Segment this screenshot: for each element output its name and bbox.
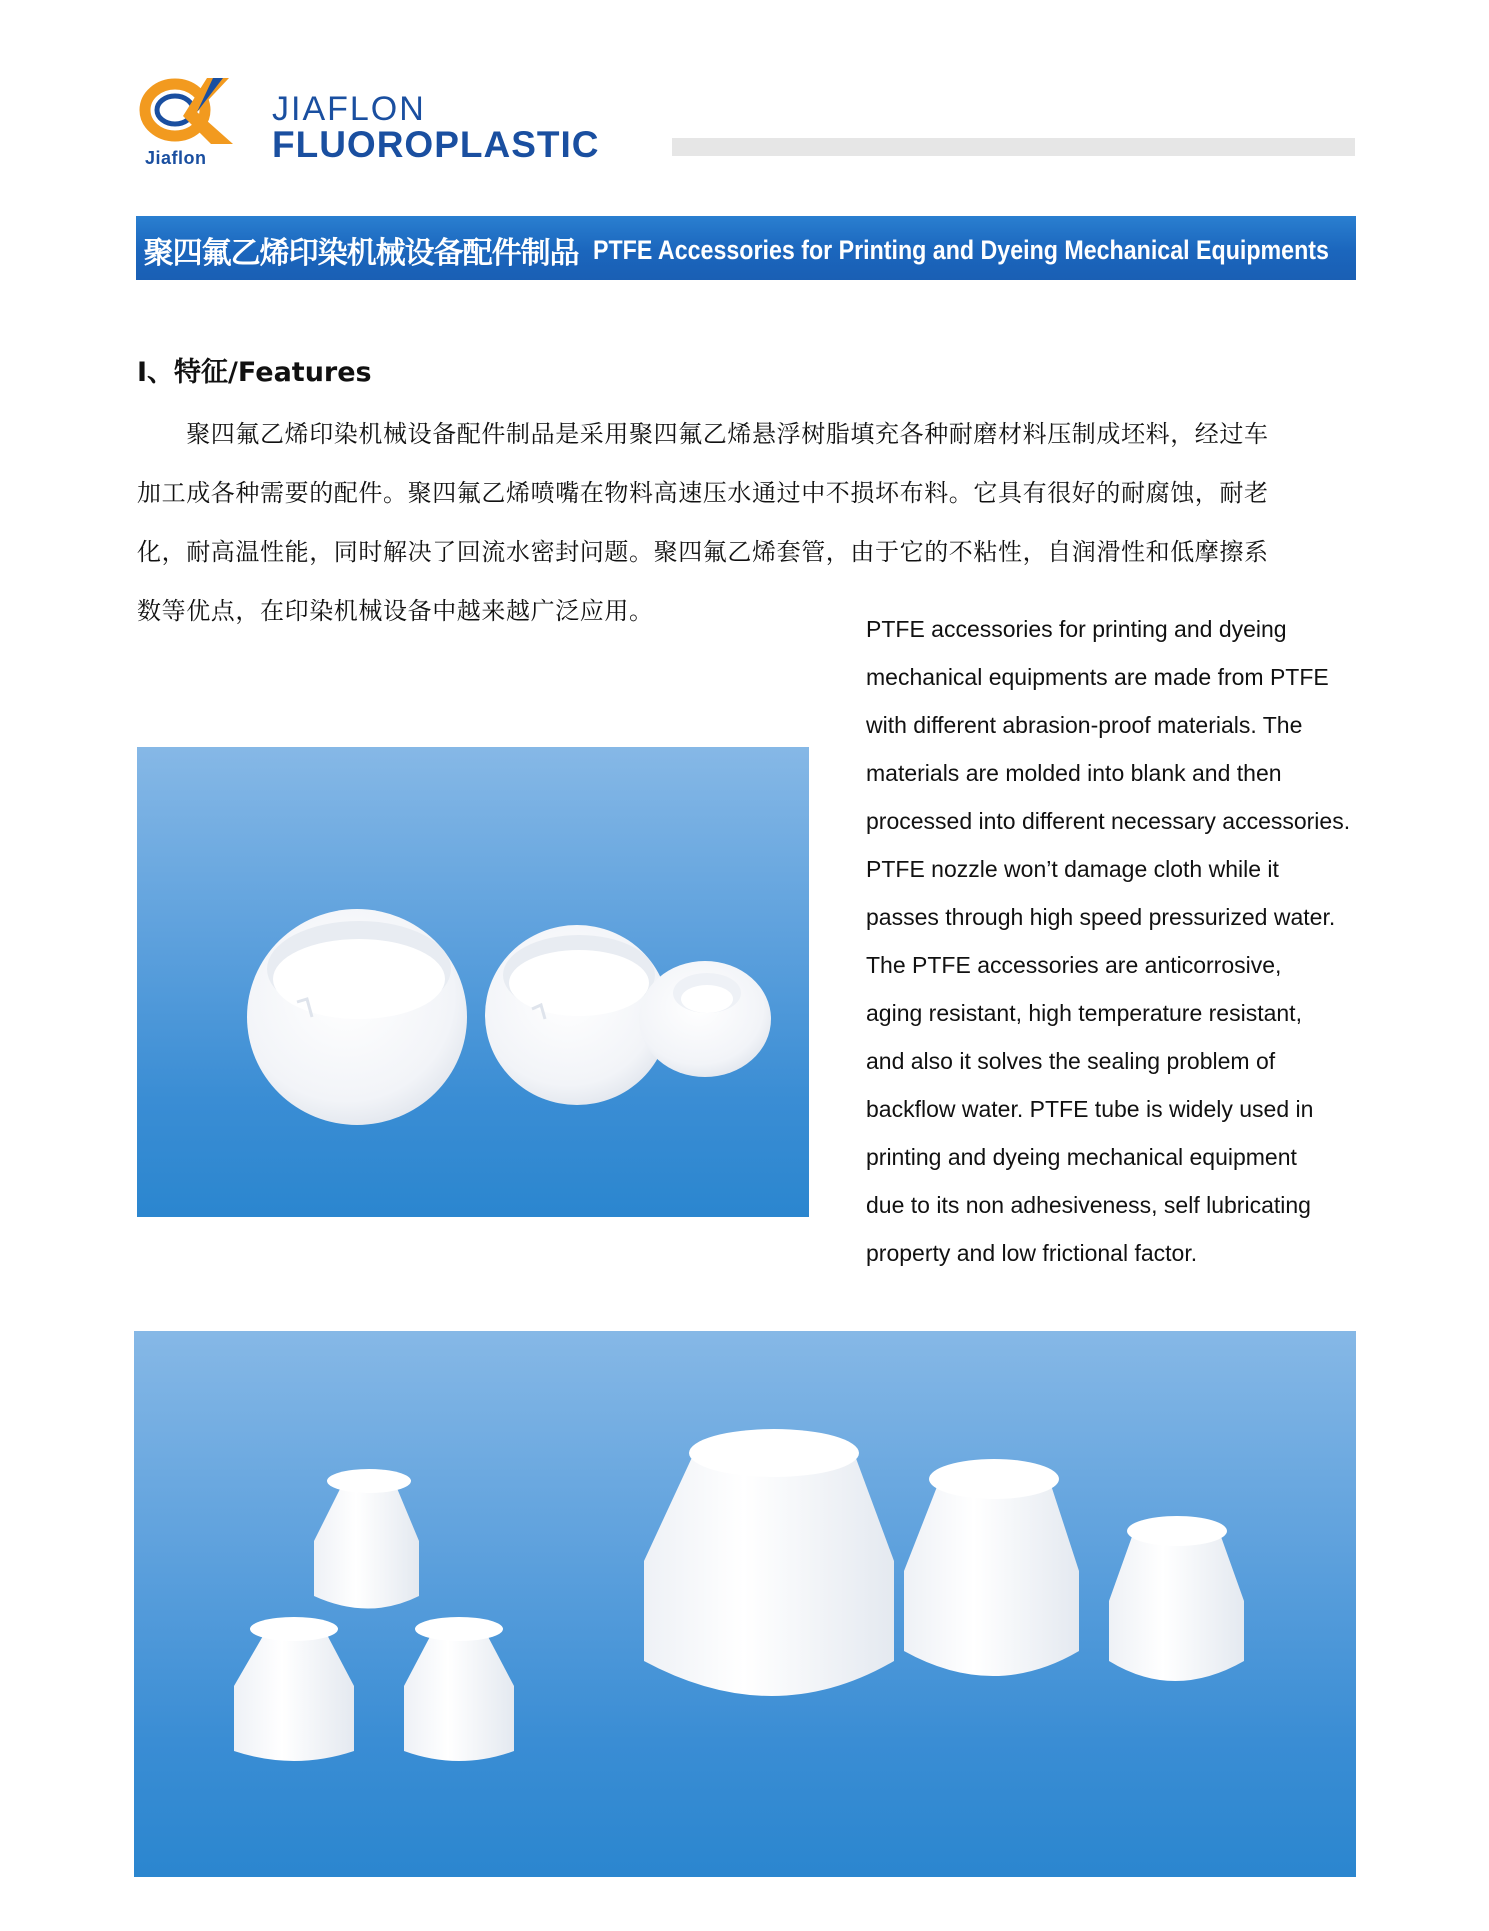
ptfe-sleeve-small xyxy=(404,1617,514,1761)
paragraph-line: 聚四氟乙烯印染机械设备配件制品是采用聚四氟乙烯悬浮树脂填充各种耐磨材料压制成坯料，经过车 xyxy=(137,420,1269,448)
section-heading-features: I、特征/Features xyxy=(137,357,372,388)
paragraph-line: due to its non adhesiveness, self lubricating xyxy=(866,1192,1311,1218)
banner-title-chinese: 聚四氟乙烯印染机械设备配件制品 xyxy=(143,236,579,271)
ptfe-sleeve-large xyxy=(644,1429,894,1696)
banner-title-english: PTFE Accessories for Printing and Dyeing Mechanical Equipments xyxy=(592,234,1329,265)
ptfe-ring-small xyxy=(639,961,771,1077)
paragraph-line: mechanical equipments are made from PTFE xyxy=(866,664,1329,690)
ptfe-sleeve-small xyxy=(314,1469,419,1609)
ptfe-ring-large xyxy=(247,909,467,1125)
paragraph-line: 数等优点，在印染机械设备中越来越广泛应用。 xyxy=(137,597,654,625)
paragraph-line: PTFE accessories for printing and dyeing xyxy=(866,616,1287,642)
paragraph-line: processed into different necessary accessories. xyxy=(866,808,1351,834)
paragraph-line: property and low frictional factor. xyxy=(866,1240,1198,1266)
paragraph-line: backflow water. PTFE tube is widely used in xyxy=(866,1096,1314,1122)
paragraph-line: aging resistant, high temperature resistant, xyxy=(866,1000,1302,1026)
ptfe-sleeve-medium xyxy=(904,1459,1079,1676)
paragraph-line: 化，耐高温性能，同时解决了回流水密封问题。聚四氟乙烯套管，由于它的不粘性，自润滑性和低摩擦系 xyxy=(137,538,1269,566)
paragraph-line: materials are molded into blank and then xyxy=(866,760,1282,786)
paragraph-line: 加工成各种需要的配件。聚四氟乙烯喷嘴在物料高速压水通过中不损坏布料。它具有很好的耐腐蚀，耐老 xyxy=(137,479,1269,507)
product-photo-ptfe-rings xyxy=(137,747,809,1217)
brand-name-line2: FLUOROPLASTIC xyxy=(272,124,600,165)
ptfe-sleeve-medium xyxy=(1109,1516,1244,1681)
ptfe-sleeve-small xyxy=(234,1617,354,1761)
paragraph-line: with different abrasion-proof materials. The xyxy=(866,712,1303,738)
product-photo-ptfe-sleeves xyxy=(134,1331,1356,1877)
features-paragraph-english xyxy=(866,605,1362,1277)
paragraph-line: and also it solves the sealing problem of xyxy=(866,1048,1276,1074)
logo-wordmark: Jiaflon xyxy=(145,148,207,168)
paragraph-line: PTFE nozzle won’t damage cloth while it xyxy=(866,856,1279,882)
title-banner xyxy=(136,216,1356,280)
paragraph-line: The PTFE accessories are anticorrosive, xyxy=(866,952,1282,978)
paragraph-line: printing and dyeing mechanical equipment xyxy=(866,1144,1297,1170)
paragraph-line: passes through high speed pressurized water. xyxy=(866,904,1336,930)
header-divider xyxy=(672,138,1355,156)
brand-name-line1: JIAFLON xyxy=(272,90,426,128)
